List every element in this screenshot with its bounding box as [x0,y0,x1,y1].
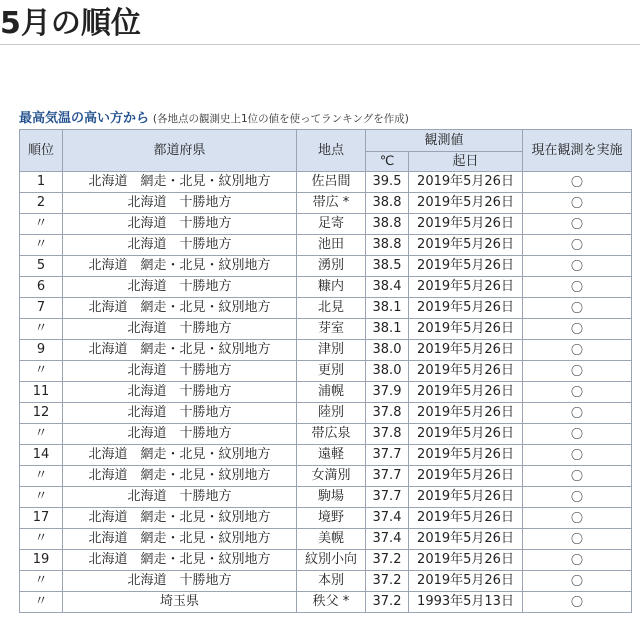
prefecture-cell: 北海道 十勝地方 [63,361,297,382]
table-row [20,319,632,340]
date-cell: 2019年5月26日 [409,193,523,214]
current-observation-cell: 〇 [523,487,632,508]
ranking-table [19,129,632,613]
rank-cell: 12 [20,403,63,424]
prefecture-cell: 北海道 網走・北見・紋別地方 [63,298,297,319]
caption-note: (各地点の観測史上1位の値を使ってランキングを作成) [152,113,409,125]
table-row [20,466,632,487]
date-cell: 2019年5月26日 [409,361,523,382]
temperature-cell: 38.0 [366,340,409,361]
header-unit: ℃ [366,152,409,172]
station-cell: 津別 [297,340,366,361]
rank-cell: 〃 [20,529,63,550]
rank-cell: 〃 [20,466,63,487]
date-cell: 2019年5月26日 [409,550,523,571]
station-cell: 紋別小向 [297,550,366,571]
current-observation-cell: 〇 [523,235,632,256]
current-observation-cell: 〇 [523,298,632,319]
current-observation-cell: 〇 [523,508,632,529]
header-date: 起日 [409,152,523,172]
station-cell: 駒場 [297,487,366,508]
prefecture-cell: 北海道 十勝地方 [63,235,297,256]
header-prefecture: 都道府県 [63,130,297,172]
rank-cell: 2 [20,193,63,214]
rank-cell: 6 [20,277,63,298]
rank-cell: 〃 [20,487,63,508]
table-row [20,550,632,571]
date-cell: 2019年5月26日 [409,172,523,193]
current-observation-cell: 〇 [523,550,632,571]
station-cell: 本別 [297,571,366,592]
current-observation-cell: 〇 [523,361,632,382]
temperature-cell: 38.8 [366,193,409,214]
rank-cell: 5 [20,256,63,277]
temperature-cell: 37.8 [366,403,409,424]
temperature-cell: 38.1 [366,298,409,319]
ranking-table-body [20,172,632,613]
date-cell: 2019年5月26日 [409,256,523,277]
station-cell: 浦幌 [297,382,366,403]
rank-cell: 〃 [20,214,63,235]
table-row [20,256,632,277]
prefecture-cell: 北海道 網走・北見・紋別地方 [63,466,297,487]
prefecture-cell: 北海道 十勝地方 [63,277,297,298]
table-row [20,214,632,235]
date-cell: 2019年5月26日 [409,529,523,550]
temperature-cell: 37.4 [366,508,409,529]
rank-cell: 9 [20,340,63,361]
date-cell: 2019年5月26日 [409,298,523,319]
table-row [20,172,632,193]
table-caption [19,107,409,126]
date-cell: 2019年5月26日 [409,277,523,298]
temperature-cell: 37.4 [366,529,409,550]
table-row [20,235,632,256]
station-cell: 湧別 [297,256,366,277]
date-cell: 2019年5月26日 [409,445,523,466]
table-row [20,298,632,319]
station-cell: 更別 [297,361,366,382]
temperature-cell: 39.5 [366,172,409,193]
rank-cell: 19 [20,550,63,571]
prefecture-cell: 北海道 十勝地方 [63,193,297,214]
rank-cell: 7 [20,298,63,319]
page-title: 5月の順位 [0,6,141,41]
temperature-cell: 38.8 [366,214,409,235]
station-cell: 秩父 * [297,592,366,613]
temperature-cell: 38.4 [366,277,409,298]
current-observation-cell: 〇 [523,277,632,298]
table-row [20,445,632,466]
caption-heading: 最高気温の高い方から [19,111,150,126]
header-current: 現在観測を実施 [523,130,632,172]
table-row [20,361,632,382]
rank-cell: 1 [20,172,63,193]
date-cell: 2019年5月26日 [409,340,523,361]
date-cell: 2019年5月26日 [409,424,523,445]
prefecture-cell: 北海道 十勝地方 [63,487,297,508]
station-cell: 佐呂間 [297,172,366,193]
date-cell: 2019年5月26日 [409,382,523,403]
date-cell: 2019年5月26日 [409,235,523,256]
rank-cell: 〃 [20,571,63,592]
temperature-cell: 37.7 [366,466,409,487]
current-observation-cell: 〇 [523,466,632,487]
current-observation-cell: 〇 [523,529,632,550]
station-cell: 境野 [297,508,366,529]
table-row [20,277,632,298]
prefecture-cell: 北海道 十勝地方 [63,571,297,592]
current-observation-cell: 〇 [523,172,632,193]
title-divider [0,44,640,45]
station-cell: 北見 [297,298,366,319]
current-observation-cell: 〇 [523,403,632,424]
table-row [20,508,632,529]
station-cell: 遠軽 [297,445,366,466]
date-cell: 1993年5月13日 [409,592,523,613]
prefecture-cell: 北海道 十勝地方 [63,319,297,340]
table-row [20,403,632,424]
prefecture-cell: 北海道 網走・北見・紋別地方 [63,508,297,529]
rank-cell: 〃 [20,319,63,340]
temperature-cell: 37.2 [366,550,409,571]
date-cell: 2019年5月26日 [409,508,523,529]
station-cell: 足寄 [297,214,366,235]
current-observation-cell: 〇 [523,382,632,403]
table-row [20,487,632,508]
temperature-cell: 37.2 [366,571,409,592]
rank-cell: 〃 [20,592,63,613]
prefecture-cell: 北海道 網走・北見・紋別地方 [63,445,297,466]
station-cell: 帯広 * [297,193,366,214]
temperature-cell: 37.7 [366,487,409,508]
rank-cell: 14 [20,445,63,466]
rank-cell: 11 [20,382,63,403]
station-cell: 糠内 [297,277,366,298]
date-cell: 2019年5月26日 [409,214,523,235]
header-rank: 順位 [20,130,63,172]
station-cell: 池田 [297,235,366,256]
current-observation-cell: 〇 [523,340,632,361]
temperature-cell: 38.0 [366,361,409,382]
station-cell: 芽室 [297,319,366,340]
prefecture-cell: 北海道 網走・北見・紋別地方 [63,340,297,361]
current-observation-cell: 〇 [523,319,632,340]
date-cell: 2019年5月26日 [409,466,523,487]
prefecture-cell: 埼玉県 [63,592,297,613]
table-row [20,193,632,214]
header-observed: 観測値 [366,130,523,152]
temperature-cell: 38.8 [366,235,409,256]
rank-cell: 〃 [20,424,63,445]
prefecture-cell: 北海道 十勝地方 [63,382,297,403]
prefecture-cell: 北海道 網走・北見・紋別地方 [63,550,297,571]
temperature-cell: 38.1 [366,319,409,340]
current-observation-cell: 〇 [523,445,632,466]
header-station: 地点 [297,130,366,172]
station-cell: 帯広泉 [297,424,366,445]
station-cell: 女満別 [297,466,366,487]
current-observation-cell: 〇 [523,193,632,214]
prefecture-cell: 北海道 十勝地方 [63,403,297,424]
prefecture-cell: 北海道 十勝地方 [63,424,297,445]
current-observation-cell: 〇 [523,592,632,613]
temperature-cell: 37.7 [366,445,409,466]
station-cell: 陸別 [297,403,366,424]
prefecture-cell: 北海道 網走・北見・紋別地方 [63,172,297,193]
prefecture-cell: 北海道 網走・北見・紋別地方 [63,256,297,277]
temperature-cell: 37.2 [366,592,409,613]
current-observation-cell: 〇 [523,424,632,445]
current-observation-cell: 〇 [523,214,632,235]
date-cell: 2019年5月26日 [409,319,523,340]
rank-cell: 17 [20,508,63,529]
temperature-cell: 37.8 [366,424,409,445]
date-cell: 2019年5月26日 [409,571,523,592]
table-row [20,382,632,403]
date-cell: 2019年5月26日 [409,487,523,508]
temperature-cell: 38.5 [366,256,409,277]
table-row [20,571,632,592]
current-observation-cell: 〇 [523,256,632,277]
rank-cell: 〃 [20,361,63,382]
table-row [20,424,632,445]
date-cell: 2019年5月26日 [409,403,523,424]
table-row [20,592,632,613]
table-row [20,529,632,550]
current-observation-cell: 〇 [523,571,632,592]
table-row [20,340,632,361]
prefecture-cell: 北海道 十勝地方 [63,214,297,235]
rank-cell: 〃 [20,235,63,256]
station-cell: 美幌 [297,529,366,550]
temperature-cell: 37.9 [366,382,409,403]
prefecture-cell: 北海道 網走・北見・紋別地方 [63,529,297,550]
